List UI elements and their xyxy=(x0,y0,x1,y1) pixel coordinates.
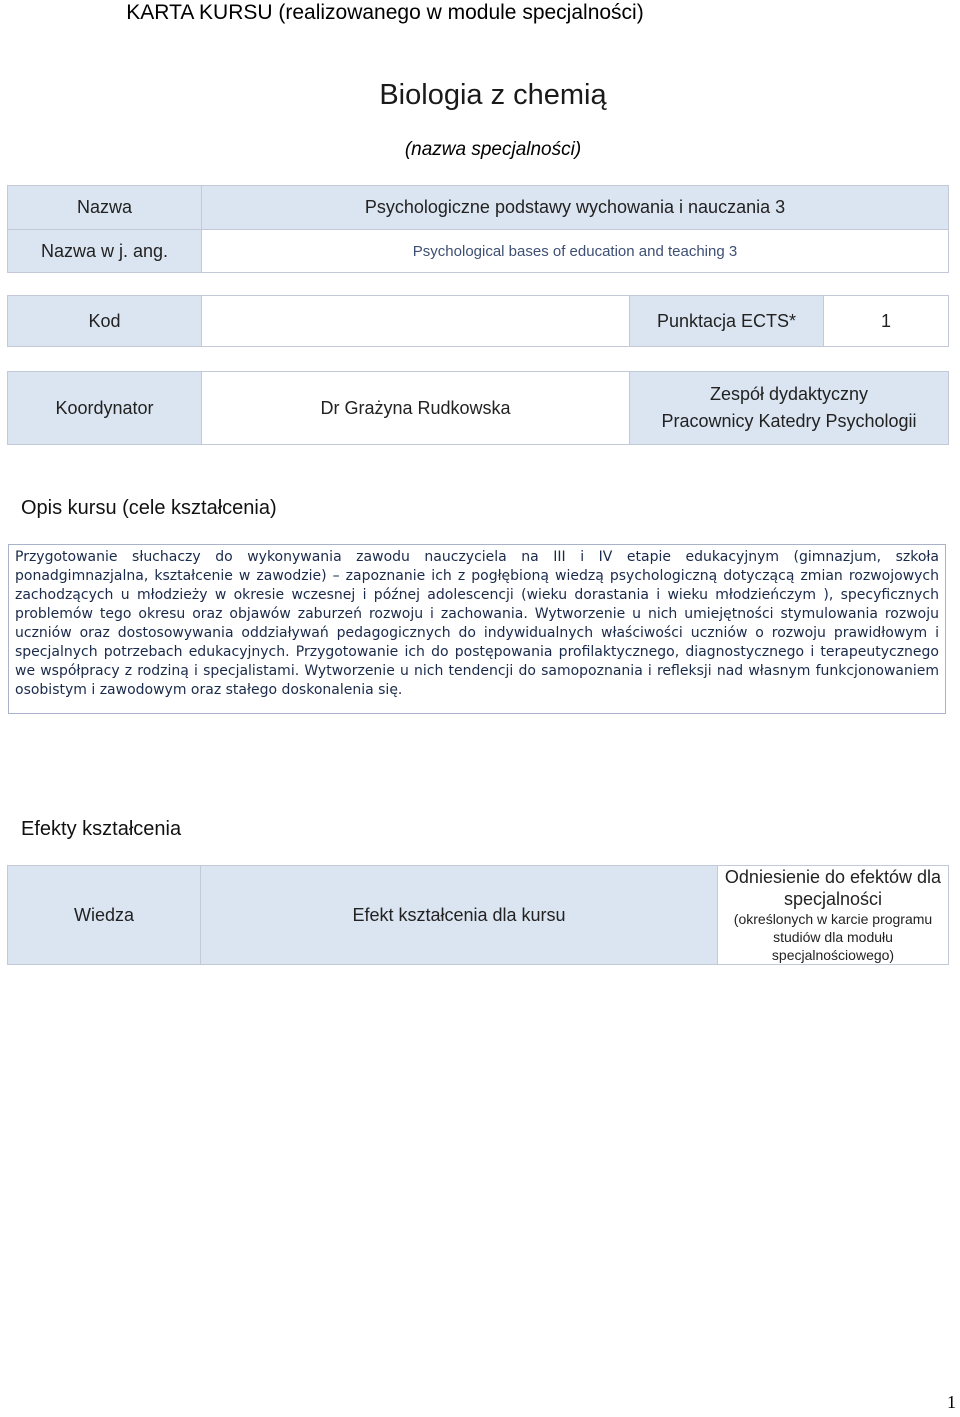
outcome-header-cell: Efekt kształcenia dla kursu xyxy=(201,866,718,965)
outcomes-heading: Efekty kształcenia xyxy=(21,818,182,840)
coordinator-label-cell: Koordynator xyxy=(8,372,202,445)
specialty-caption xyxy=(0,138,960,162)
name-en-value-cell: Psychological bases of education and teaching 3 xyxy=(202,230,949,273)
reference-header-cell xyxy=(718,866,949,965)
name-label-cell: Nazwa xyxy=(8,186,202,230)
knowledge-header-cell: Wiedza xyxy=(8,866,201,965)
ects-value-cell: 1 xyxy=(824,296,949,347)
name-value-cell: Psychologiczne podstawy wychowania i nauczania 3 xyxy=(202,186,949,230)
code-label-cell: Kod xyxy=(8,296,202,347)
team-value: Pracownicy Katedry Psychologii xyxy=(661,411,917,431)
code-value-cell xyxy=(202,296,630,347)
document-title xyxy=(0,0,960,26)
ects-label-cell: Punktacja ECTS* xyxy=(630,296,824,347)
course-name-table xyxy=(7,185,949,273)
outcomes-table xyxy=(7,865,949,965)
specialty-name xyxy=(0,78,960,112)
document-title-text: KARTA KURSU (realizowanego w module specjalności) xyxy=(126,1,644,24)
name-en-label-cell: Nazwa w j. ang. xyxy=(8,230,202,273)
description-heading: Opis kursu (cele kształcenia) xyxy=(21,497,277,519)
page-number: 1 xyxy=(947,1392,956,1412)
specialty-caption-text: (nazwa specjalności) xyxy=(404,139,582,160)
team-cell xyxy=(630,372,949,445)
reference-note-text: (określonych w karcie programu studiów dla modułu specjalnościowego) xyxy=(733,911,933,963)
coordinator-value-cell: Dr Grażyna Rudkowska xyxy=(202,372,630,445)
team-label: Zespół dydaktyczny xyxy=(709,384,869,404)
specialty-name-text: Biologia z chemią xyxy=(379,79,607,111)
description-text: Przygotowanie słuchaczy do wykonywania zawodu nauczyciela na III i IV etapie edukacyjnym (gimnazjum, szkoła ponadgimnazjalna, kształcenie w zawodzie) – zapoznanie ich z pogłębioną wiedzą psychologiczną dotyczącą zmian rozwojowych zachodzących u młodzieży w okresie wczesnej i późnej adolescencji (wieku dorastania i wieku młodzieńczym ), specyficznych problemów tego okresu oraz objawów zaburzeń rozwoju i zachowania. Wytworzenie u nich umiejętności stymulowania rozwoju uczniów oraz dostosowywania oddziaływań pedagogicznych do indywidualnych właściwości uczniów o rozwoju prawidłowym i specjalnych potrzebach edukacyjnych. Przygotowanie ich do postępowania profilaktycznego, diagnostycznego i terapeutycznego we współpracy z rodziną i specjalistami. Wytworzenie u nich tendencji do samopoznania i refleksji nad własnym funkcjonowaniem osobistym i zawodowym oraz stałego doskonalenia się. xyxy=(8,544,946,714)
reference-main-text: Odniesienie do efektów dla specjalności xyxy=(724,867,942,909)
code-ects-table xyxy=(7,295,949,347)
coordinator-table xyxy=(7,371,949,445)
